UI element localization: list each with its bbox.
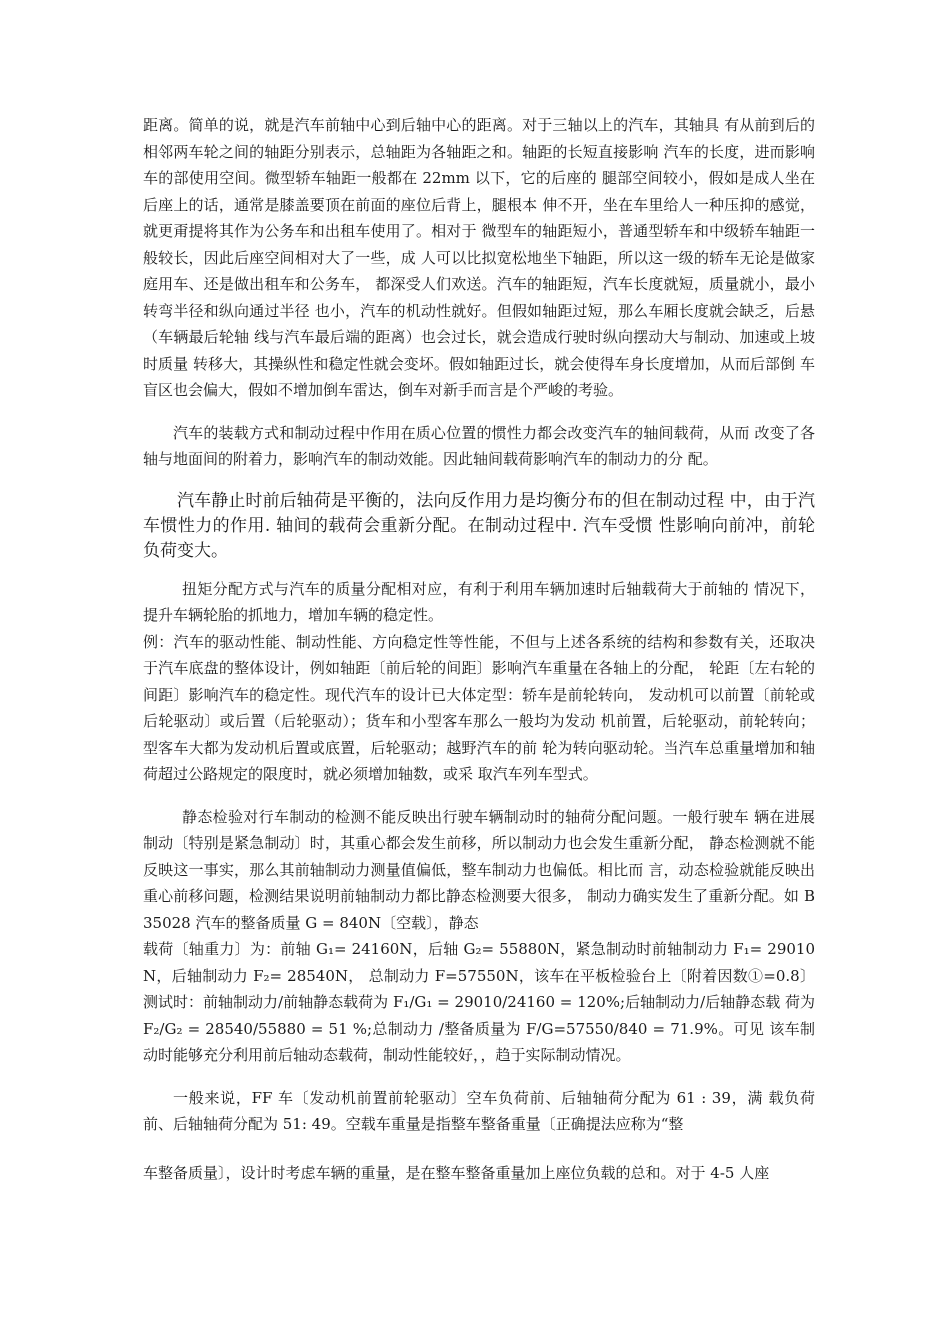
paragraph-braking-load-shift: 汽车静止时前后轴荷是平衡的，法向反作用力是均衡分布的但在制动过程 中，由于汽车惯性力的作用. 轴间的载荷会重新分配。在制动过程中. 汽车受惯 性影响向前冲，前轮负荷变大。 xyxy=(143,490,815,561)
paragraph-static-inspection: 静态检验对行车制动的检测不能反映出行驶车辆制动时的轴荷分配问题。一般行驶车 辆在进展制动〔特别是紧急制动〕时，其重心都会发生前移，所以制动力也会发生重新分配， 静态检测就不能反映这一事实，那么其前轴制动力测量值偏低，整车制动力也偏低。相比而 言，动态检验就能反映出重心前移问题，检测结果说明前轴制动力都比静态检测要大很多， 制动力确实发生了重新分配。如 B35028 汽车的整备质量 G = 840N〔空载〕，静态 xyxy=(143,807,815,932)
paragraph-ff-car-load: 一般来说，FF 车〔发动机前置前轮驱动〕空车负荷前、后轴轴荷分配为 61 : 39，满 载负荷前、后轴轴荷分配为 51: 49。空载车重量是指整车整备重量〔正确提法应称为“整 xyxy=(143,1088,815,1133)
paragraph-torque-distribution: 扭矩分配方式与汽车的质量分配相对应，有利于利用车辆加速时后轴载荷大于前轴的 情况下，提升车辆轮胎的抓地力，增加车辆的稳定性。 xyxy=(143,579,815,624)
paragraph-wheelbase: 距离。简单的说，就是汽车前轴中心到后轴中心的距离。对于三轴以上的汽车，其轴具 有从前到后的相邻两车轮之间的轴距分别表示，总轴距为各轴距之和。轴距的长短直接影响 汽车的长度，进而影响车的部使用空间。微型轿车轴距一般都在 22mm 以下，它的后座的 腿部空间较小，假如是成人坐在后座上的话，通常是膝盖要顶在前面的座位后背上，腿根本 伸不开，坐在车里给人一种压抑的感觉，就更甭提将其作为公务车和出租车使用了。相对于 微型车的轴距短小，普通型轿车和中级轿车轴距一般较长，因此后座空间相对大了一些，成 人可以比拟宽松地坐下轴距，所以这一级的轿车无论是做家庭用车、还是做出租车和公务车， 都深受人们欢送。汽车的轴距短，汽车长度就短，质量就小，最小转弯半径和纵向通过半径 也小，汽车的机动性就好。但假如轴距过短，那么车厢长度就会缺乏，后悬（车辆最后轮轴 线与汽车最后端的距离）也会过长，就会造成行驶时纵向摆动大与制动、加速或上坡时质量 转移大，其操纵性和稳定性就会变坏。假如轴距过长，就会使得车身长度增加，从而后部倒 车盲区也会偏大，假如不增加倒车雷达，倒车对新手而言是个严峻的考验。 xyxy=(143,116,815,399)
document-page xyxy=(143,112,815,1186)
paragraph-axle-load: 汽车的装载方式和制动过程中作用在质心位置的惯性力都会改变汽车的轴间载荷，从而 改变了各轴与地面间的附着力，影响汽车的制动效能。因此轴间载荷影响汽车的制动力的分 配。 xyxy=(143,423,815,468)
paragraph-example-chassis: 例：汽车的驱动性能、制动性能、方向稳定性等性能，不但与上述各系统的结构和参数有关，还取决于汽车底盘的整体设计，例如轴距〔前后轮的间距〕影响汽车重量在各轴上的分配， 轮距〔左右轮的间距〕影响汽车的稳定性。现代汽车的设计已大体定型：轿车是前轮转向， 发动机可以前置〔前轮或后轮驱动〕或后置（后轮驱动）；货车和小型客车那么一般均为发动 机前置，后轮驱动，前轮转向；型客车大都为发动机后置或底置，后轮驱动；越野汽车的前 轮为转向驱动轮。当汽车总重量增加和轴荷超过公路规定的限度时，就必须增加轴数，或采 取汽车列车型式。 xyxy=(143,632,815,783)
paragraph-axle-weight-data: 载荷〔轴重力〕为：前轴 G₁= 24160N，后轴 G₂= 55880N，紧急制动时前轴制动力 F₁= 29010N，后轴制动力 F₂= 28540N， 总制动力 F=57550N，该车在平板检验台上〔附着因数①=0.8〕测试时：前轴制动力/前轴静态载荷为 F₁/G₁ = 29010/24160 = 120%;后轴制动力/后轴静态载 荷为 F₂/G₂ = 28540/55880 = 51 %;总制动力 /整备质量为 F/G=57550/840 = 71.9%。可见 该车制动时能够充分利用前后轴动态载荷，制动性能较好，，趋于实际制动情况。 xyxy=(143,940,815,1064)
paragraph-curb-weight: 车整备质量〕，设计时考虑车辆的重量，是在整车整备重量加上座位负载的总和。对于 4-5 人座 xyxy=(143,1163,770,1182)
